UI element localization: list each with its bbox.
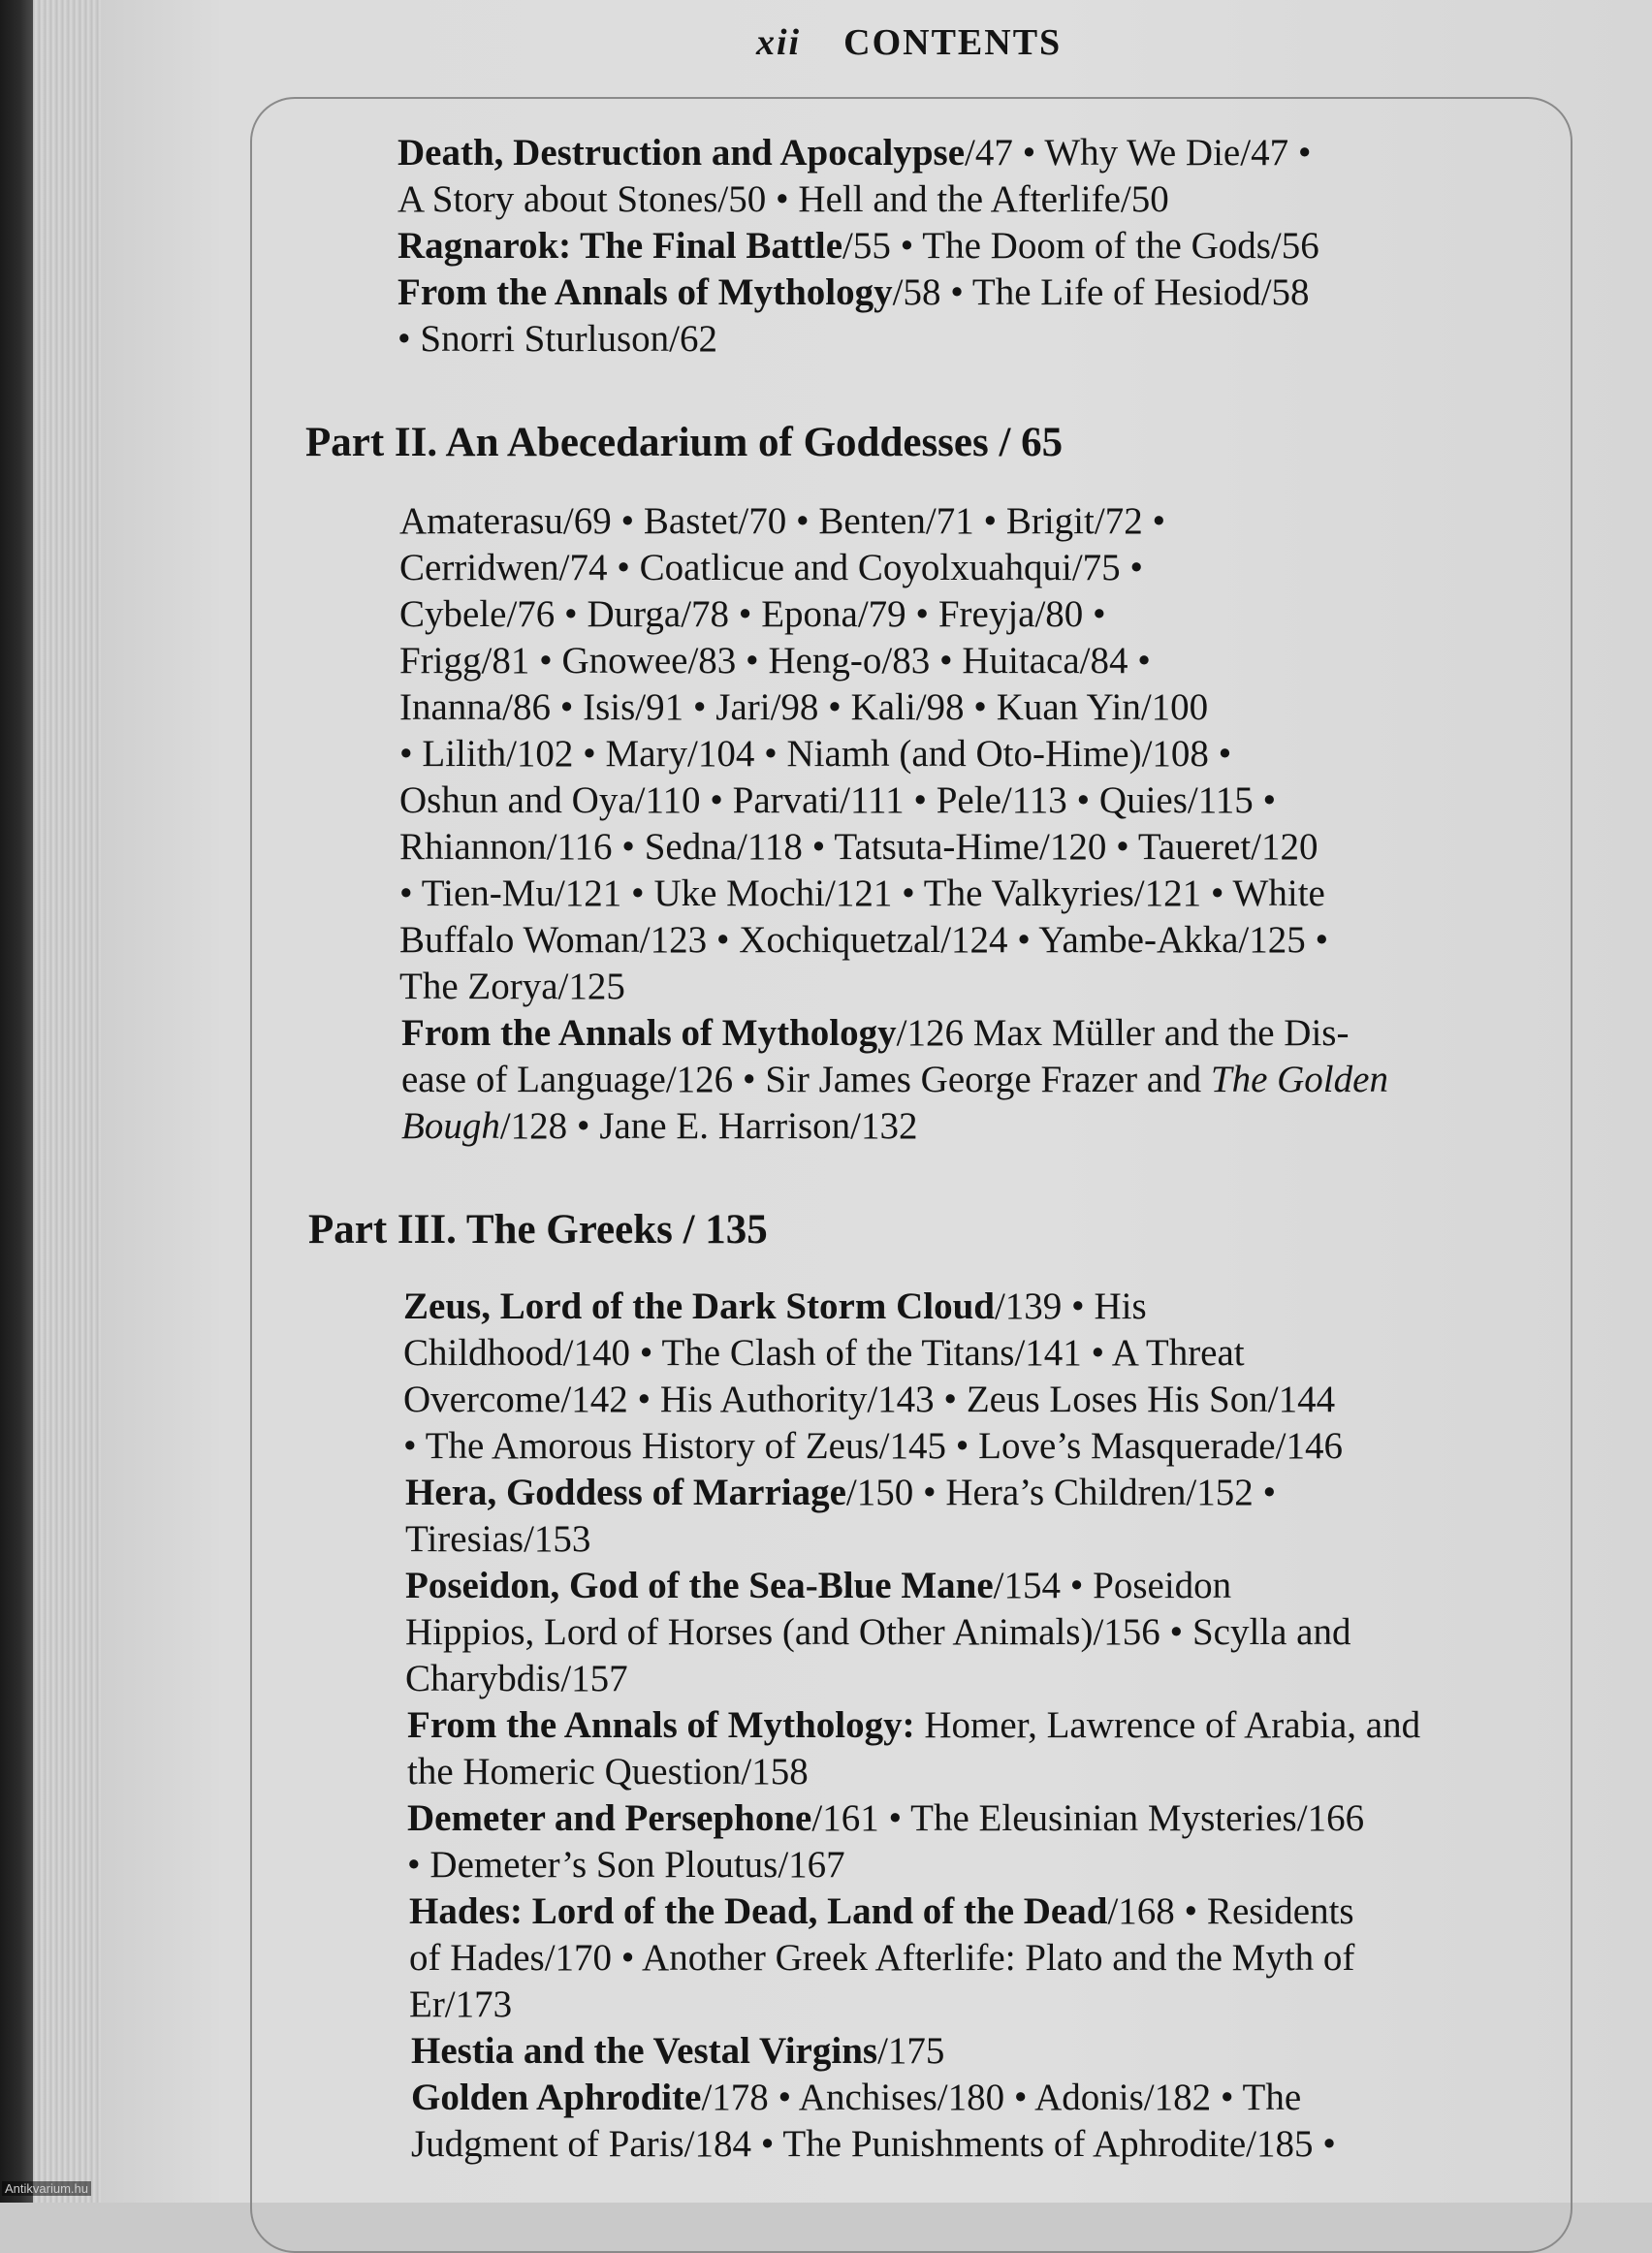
toc-line (401, 1057, 1388, 1103)
toc-entry-title: Hera, Goddess of Marriage (405, 1472, 846, 1513)
toc-entry (409, 1888, 1354, 1935)
toc-entry-text: /47 • Why We Die/47 • (965, 132, 1312, 174)
toc-entry-text: /178 • Anchises/180 • Adonis/182 • The (701, 2077, 1302, 2118)
toc-entry (411, 2075, 1301, 2121)
toc-entry-text: /126 Max Müller and the Dis- (896, 1012, 1350, 1054)
toc-entry-title: Hestia and the Vestal Virgins (411, 2030, 878, 2072)
toc-entry-title: Golden Aphrodite (411, 2077, 702, 2118)
toc-entry (407, 1795, 1364, 1842)
toc-line: • Lilith/102 • Mary/104 • Niamh (and Oto-Hime)/108 • (399, 733, 1232, 775)
toc-entry (397, 130, 1311, 176)
page-number: xii (756, 22, 802, 63)
toc-entry-text: /175 (877, 2030, 945, 2072)
toc-line: • The Amorous History of Zeus/145 • Love’s Masquerade/146 (403, 1425, 1343, 1467)
toc-line: Frigg/81 • Gnowee/83 • Heng-o/83 • Huitaca/84 • (399, 640, 1151, 682)
toc-line: Tiresias/153 (405, 1518, 591, 1560)
toc-entry-title: Demeter and Persephone (407, 1797, 812, 1839)
toc-entry-text: /161 • The Eleusinian Mysteries/166 (811, 1797, 1365, 1839)
toc-entry (397, 223, 1319, 270)
toc-line: Er/173 (409, 1983, 513, 2025)
running-head-title: CONTENTS (843, 22, 1063, 63)
toc-line: Charybdis/157 (405, 1658, 628, 1699)
part-heading: Part II. An Abecedarium of Goddesses / 65 (305, 420, 1064, 465)
toc-entry (397, 270, 1310, 316)
book-title: Bough (401, 1105, 500, 1147)
toc-entry-title: Poseidon, God of the Sea-Blue Mane (405, 1565, 994, 1606)
toc-line: Childhood/140 • The Clash of the Titans/141 • A Threat (403, 1332, 1245, 1374)
toc-entry-text: ease of Language/126 • Sir James George Frazer and (401, 1059, 1211, 1100)
toc-line: Cerridwen/74 • Coatlicue and Coyolxuahqui/75 • (399, 547, 1144, 588)
toc-line: Judgment of Paris/184 • The Punishments of Aphrodite/185 • (411, 2123, 1336, 2165)
toc-entry-title: From the Annals of Mythology: (407, 1704, 915, 1746)
toc-entry (407, 1702, 1420, 1749)
toc-line: Hippios, Lord of Horses (and Other Animals)/156 • Scylla and (405, 1611, 1351, 1653)
toc-entry-text: /58 • The Life of Hesiod/58 (892, 271, 1310, 313)
toc-line: • Snorri Sturluson/62 (397, 318, 718, 360)
toc-entry-text: /168 • Residents (1107, 1890, 1354, 1932)
toc-entry (411, 2028, 944, 2075)
toc-line: Cybele/76 • Durga/78 • Epona/79 • Freyja/80 • (399, 593, 1106, 635)
toc-line: of Hades/170 • Another Greek Afterlife: Plato and the Myth of (409, 1937, 1355, 1979)
toc-entry-title: Death, Destruction and Apocalypse (397, 132, 966, 174)
toc-line: Inanna/86 • Isis/91 • Jari/98 • Kali/98 • Kuan Yin/100 (399, 686, 1209, 728)
toc-line: the Homeric Question/158 (407, 1751, 809, 1793)
toc-entry-text: /154 • Poseidon (993, 1565, 1232, 1606)
toc-line: • Demeter’s Son Ploutus/167 (407, 1844, 845, 1886)
toc-line: Rhiannon/116 • Sedna/118 • Tatsuta-Hime/120 • Taueret/120 (399, 826, 1318, 868)
toc-line (401, 1103, 918, 1150)
toc-entry-title: Zeus, Lord of the Dark Storm Cloud (403, 1285, 995, 1327)
toc-entry (405, 1470, 1276, 1516)
part-heading: Part III. The Greeks / 135 (308, 1207, 768, 1253)
toc-line: A Story about Stones/50 • Hell and the Afterlife/50 (397, 178, 1169, 220)
toc-entry-text: /139 • His (994, 1285, 1147, 1327)
toc-entry-title: Ragnarok: The Final Battle (397, 225, 843, 267)
toc-line: The Zorya/125 (399, 966, 625, 1007)
toc-entry-text: /150 • Hera’s Children/152 • (845, 1472, 1277, 1513)
toc-line: Overcome/142 • His Authority/143 • Zeus Loses His Son/144 (403, 1379, 1336, 1420)
watermark: Antikvarium.hu (2, 2181, 91, 2196)
toc-entry (405, 1563, 1231, 1609)
toc-line: Amaterasu/69 • Bastet/70 • Benten/71 • Brigit/72 • (399, 500, 1166, 542)
toc-line: Oshun and Oya/110 • Parvati/111 • Pele/113 • Quies/115 • (399, 779, 1277, 821)
toc-line: • Tien-Mu/121 • Uke Mochi/121 • The Valkyries/121 • White (399, 873, 1325, 914)
toc-entry-text: /128 • Jane E. Harrison/132 (499, 1105, 918, 1147)
toc-entry-text: /55 • The Doom of the Gods/56 (842, 225, 1319, 267)
toc-entry-title: From the Annals of Mythology (401, 1012, 897, 1054)
toc-line: Buffalo Woman/123 • Xochiquetzal/124 • Yambe-Akka/125 • (399, 919, 1329, 961)
toc-entry-title: Hades: Lord of the Dead, Land of the Dead (409, 1890, 1108, 1932)
book-title: The Golden (1210, 1059, 1388, 1100)
toc-entry (401, 1010, 1349, 1057)
toc-entry-title: From the Annals of Mythology (397, 271, 893, 313)
toc-entry-text: Homer, Lawrence of Arabia, and (914, 1704, 1421, 1746)
toc-entry (403, 1284, 1147, 1330)
